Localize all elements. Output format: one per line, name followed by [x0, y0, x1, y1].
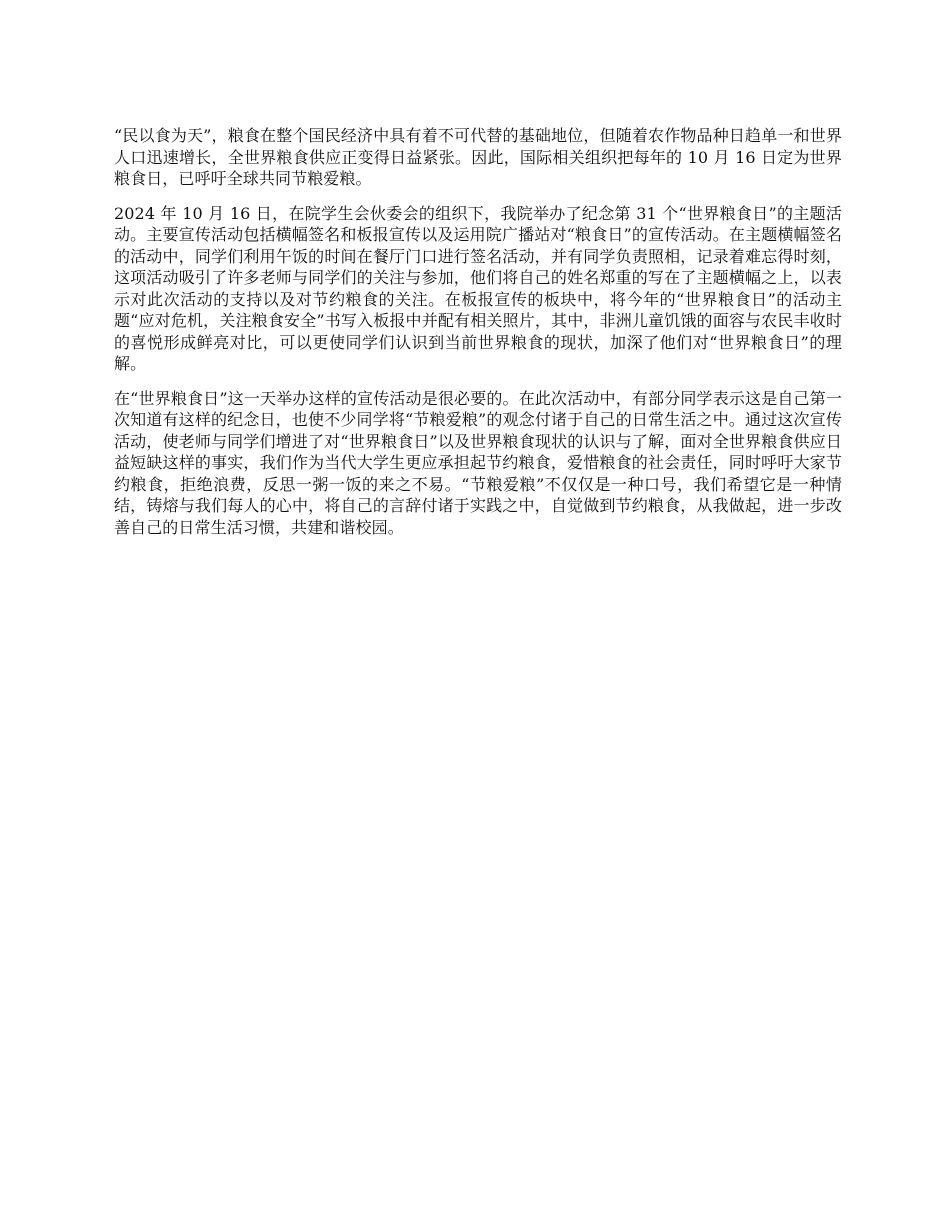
paragraph-intro: “民以食为天”，粮食在整个国民经济中具有着不可代替的基础地位，但随着农作物品种日趋单一和世界人口迅速增长，全世界粮食供应正变得日益紧张。因此，国际相关组织把每年的 10 月 16 日定为世界粮食日，已呼吁全球共同节粮爱粮。 — [114, 126, 842, 188]
paragraph-event: 2024 年 10 月 16 日，在院学生会伙委会的组织下，我院举办了纪念第 31 个“世界粮食日”的主题活动。主要宣传活动包括横幅签名和板报宣传以及运用院广播站对“粮食日”的宣传活动。在主题横幅签名的活动中，同学们利用午饭的时间在餐厅门口进行签名活动，并有同学负责照相，记录着难忘得时刻，这项活动吸引了许多老师与同学们的关注与参加，他们将自己的姓名郑重的写在了主题横幅之上，以表示对此次活动的支持以及对节约粮食的关注。在板报宣传的板块中，将今年的“世界粮食日”的活动主题“应对危机，关注粮食安全”书写入板报中并配有相关照片，其中，非洲儿童饥饿的面容与农民丰收时的喜悦形成鲜亮对比，可以更使同学们认识到当前世界粮食的现状，加深了他们对“世界粮食日”的理解。 — [114, 203, 842, 373]
paragraph-conclusion: 在“世界粮食日”这一天举办这样的宣传活动是很必要的。在此次活动中，有部分同学表示这是自己第一次知道有这样的纪念日，也使不少同学将“节粮爱粮”的观念付诸于自己的日常生活之中。通过这次宣传活动，使老师与同学们增进了对“世界粮食日”以及世界粮食现状的认识与了解，面对全世界粮食供应日益短缺这样的事实，我们作为当代大学生更应承担起节约粮食，爱惜粮食的社会责任，同时呼吁大家节约粮食，拒绝浪费，反思一粥一饭的来之不易。“节粮爱粮”不仅仅是一种口号，我们希望它是一种情结，铸熔与我们每人的心中，将自己的言辞付诸于实践之中，自觉做到节约粮食，从我做起，进一步改善自己的日常生活习惯，共建和谐校园。 — [114, 388, 842, 537]
document-body — [114, 125, 842, 551]
